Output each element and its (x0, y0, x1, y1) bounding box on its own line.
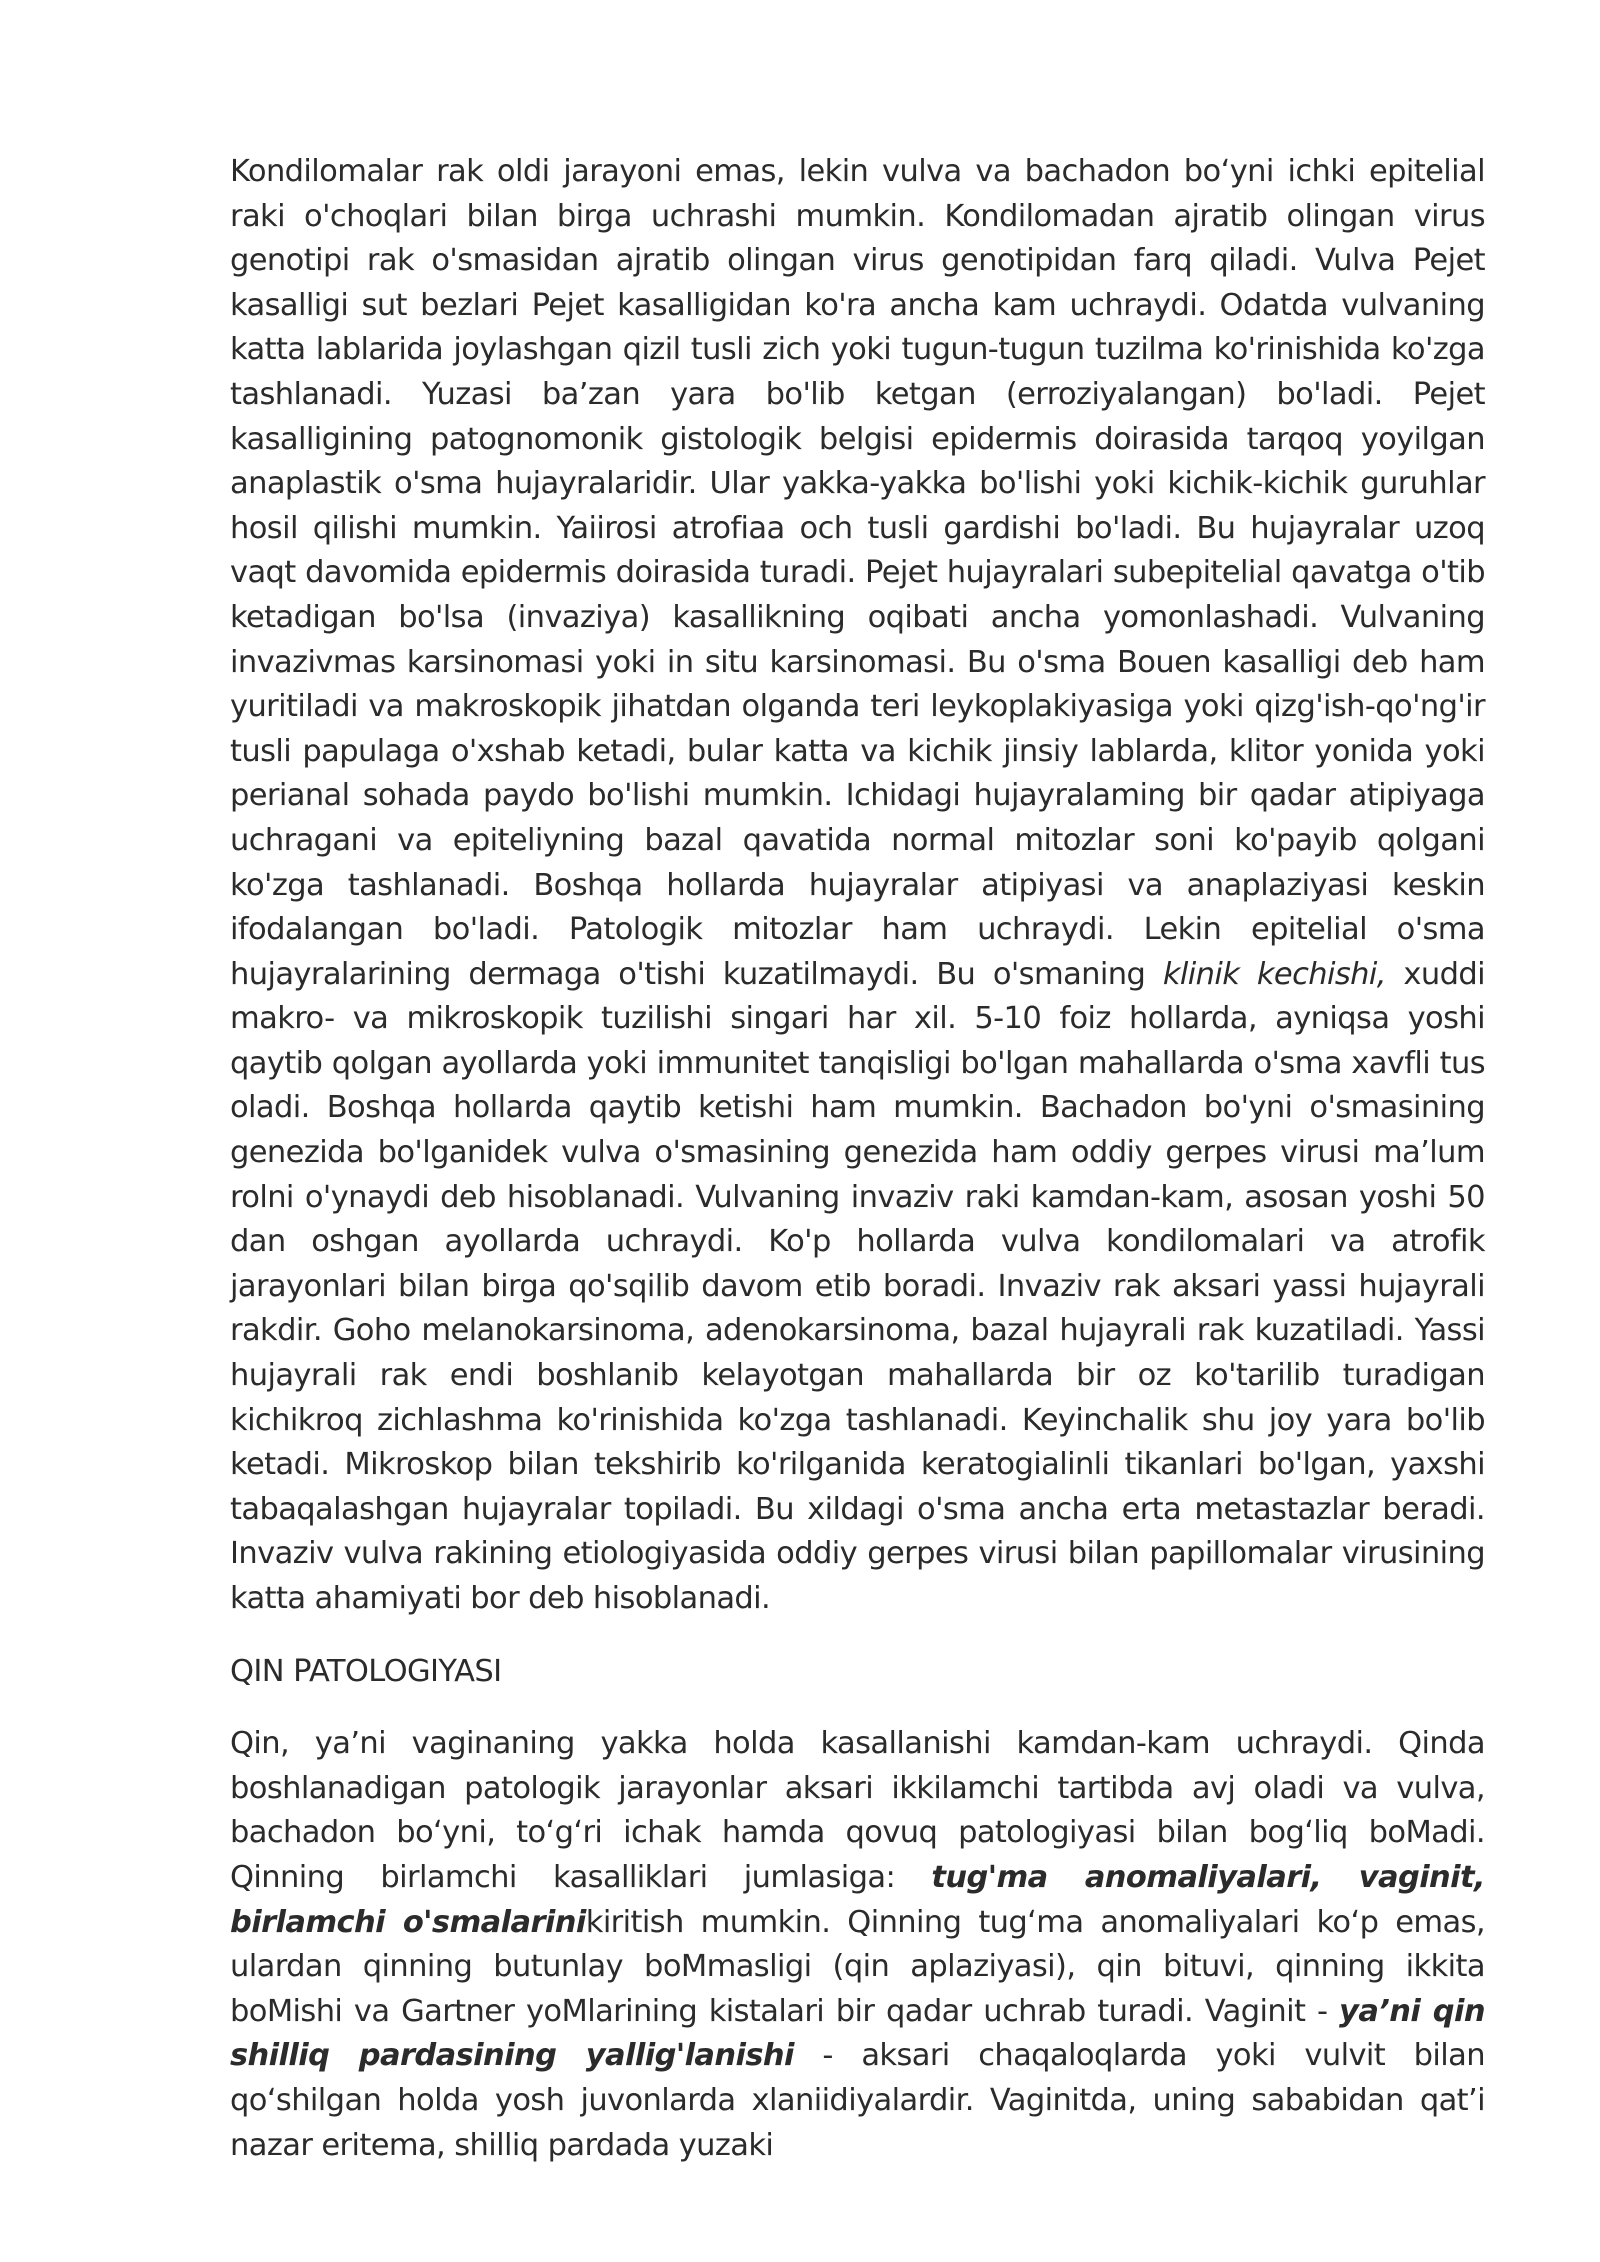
paragraph-text: Qin, ya’ni vaginaning yakka holda kasallanishi kamdan-kam uchraydi. Qinda boshlanadigan patologik jarayonlar aksari ikkilamchi tartibda avj oladi va vulva, bachadon bo‘yni, to‘g‘ri ichak hamda qovuq patologiyasi bilan bog‘liq boMadi. Qinning birlamchi kasalliklari jumlasiga: (230, 1726, 1485, 1895)
paragraph-vulva-pathology (230, 150, 1485, 1622)
paragraph-text: - aksari chaqaloqlarda yoki vulvit bilan qo‘shilgan holda yosh juvonlarda xlaniidiyalardir. Vaginitda, uning sababidan qat’i nazar eritema, shilliq pardada yuzaki (230, 2038, 1485, 2163)
paragraph-text: Kondilomalar rak oldi jarayoni emas, lekin vulva va bachadon bo‘yni ichki epitelial raki o'choqlari bilan birga uchrashi mumkin. Kondilomadan ajratib olingan virus genotipi rak o'smasidan ajratib olingan virus genotipidan farq qiladi. Vulva Pejet kasalligi sut bezlari Pejet kasalligidan ko'ra ancha kam uchraydi. Odatda vulvaning katta lablarida joylashgan qizil tusli zich yoki tugun-tugun tuzilma ko'rinishida ko'zga tashlanadi. Yuzasi ba’zan yara bo'lib ketgan (erroziyalangan) bo'ladi. Pejet kasalligining patognomonik gistologik belgisi epidermis doirasida tarqoq yoyilgan anaplastik o'sma hujayralaridir. Ular yakka-yakka bo'lishi yoki kichik-kichik guruhlar hosil qilishi mumkin. Yaiirosi atrofiaa och tusli gardishi bo'ladi. Bu hujayralar uzoq vaqt davomida epidermis doirasida turadi. Pejet hujayralari subepitelial qavatga o'tib ketadigan bo'lsa (invaziya) kasallikning oqibati ancha yomonlashadi. Vulvaning invazivmas karsinomasi yoki in situ karsinomasi. Bu o'sma Bouen kasalligi deb ham yuritiladi va makroskopik jihatdan olganda teri leykoplakiyasiga yoki qizg'ish-qo'ng'ir tusli papulaga o'xshab ketadi, bular katta va kichik jinsiy lablarda, klitor yonida yoki perianal sohada paydo bo'lishi mumkin. Ichidagi hujayralaming bir qadar atipiyaga uchragani va epiteliyning bazal qavatida normal mitozlar soni ko'payib qolgani ko'zga tashlanadi. Boshqa hollarda hujayralar atipiyasi va anaplaziyasi keskin ifodalangan bo'ladi. Patologik mitozlar ham uchraydi. Lekin epitelial o'sma hujayralarining dermaga o'tishi kuzatilmaydi. Bu o'smaning (230, 154, 1485, 992)
paragraph-vaginal-pathology (230, 1722, 1485, 2168)
italic-phrase: klinik kechishi, (1162, 956, 1386, 992)
bold-italic-phrase: ya’ni qin shilliq pardasining yallig'lanishi (230, 1993, 1485, 2074)
document-page (230, 150, 1485, 2168)
bold-italic-phrase: tug'ma anomaliyalari, vaginit, birlamchi o'smalarini (230, 1859, 1485, 1940)
paragraph-text: xuddi makro- va mikroskopik tuzilishi singari har xil. 5-10 foiz hollarda, ayniqsa yoshi qaytib qolgan ayollarda yoki immunitet tanqisligi bo'lgan mahallarda o'sma xavfli tus oladi. Boshqa hollarda qaytib ketishi ham mumkin. Bachadon bo'yni o'smasining genezida bo'lganidek vulva o'smasining genezida ham oddiy gerpes virusi ma’lum rolni o'ynaydi deb hisoblanadi. Vulvaning invaziv raki kamdan-kam, asosan yoshi 50 dan oshgan ayollarda uchraydi. Ko'p hollarda vulva kondilomalari va atrofik jarayonlari bilan birga qo'sqilib davom etib boradi. Invaziv rak aksari yassi hujayrali rakdir. Goho melanokarsinoma, adenokarsinoma, bazal hujayrali rak kuzatiladi. Yassi hujayrali rak endi boshlanib kelayotgan mahallarda bir oz ko'tarilib turadigan kichikroq zichlashma ko'rinishida ko'zga tashlanadi. Keyinchalik shu joy yara bo'lib ketadi. Mikroskop bilan tekshirib ko'rilganida keratogialinli tikanlari bo'lgan, yaxshi tabaqalashgan hujayralar topiladi. Bu xildagi o'sma ancha erta metastazlar beradi. Invaziv vulva rakining etiologiyasida oddiy gerpes virusi bilan papillomalar virusining katta ahamiyati bor deb hisoblanadi. (230, 956, 1485, 1616)
paragraph-text: kiritish mumkin. Qinning tug‘ma anomaliyalari ko‘p emas, ulardan qinning butunlay boMmasligi (qin aplaziyasi), qin bituvi, qinning ikkita boMishi va Gartner yoMlarining kistalari bir qadar uchrab turadi. Vaginit - (230, 1904, 1485, 2029)
section-heading: QIN PATOLOGIYASI (230, 1653, 502, 1689)
